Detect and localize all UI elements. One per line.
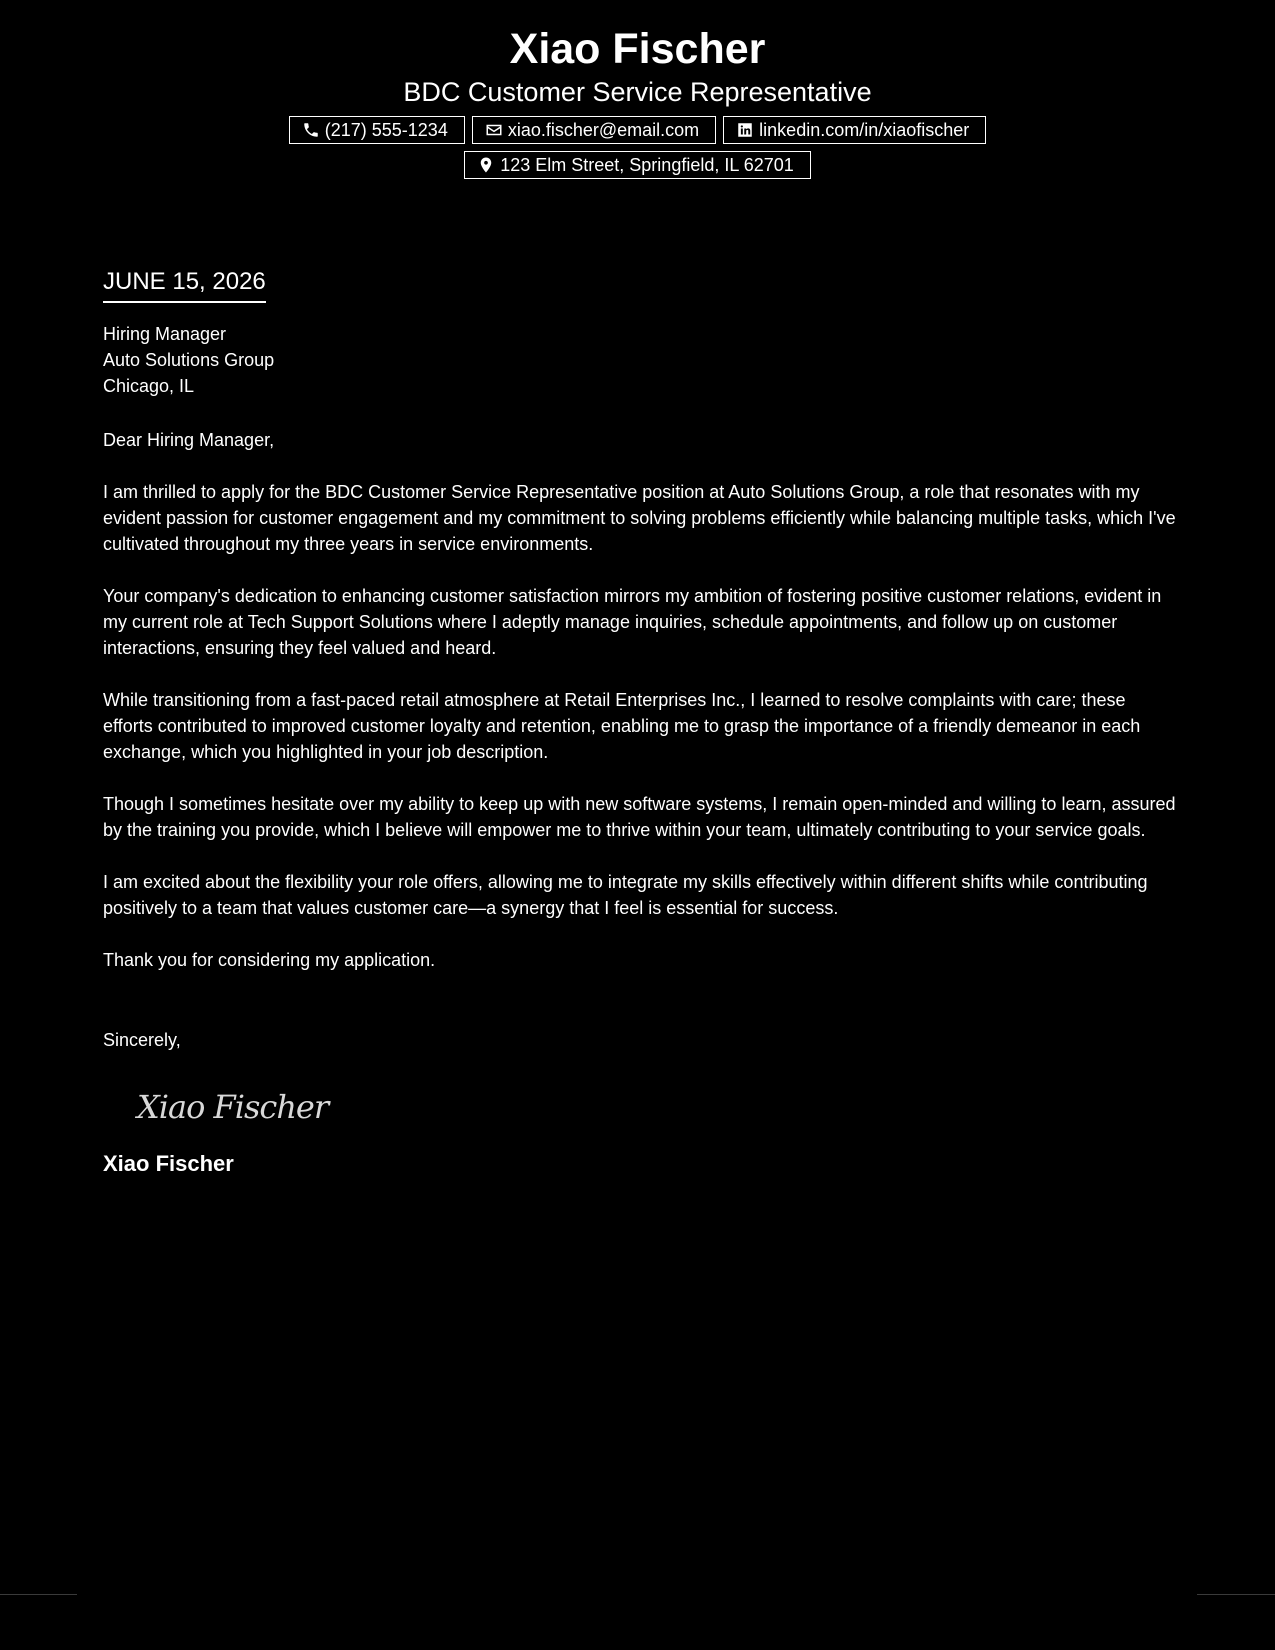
footer-divider-left <box>0 1594 77 1595</box>
letter-header <box>0 22 1275 186</box>
email-text: xiao.fischer@email.com <box>507 119 700 140</box>
letter-body <box>103 266 1178 1177</box>
linkedin-text: linkedin.com/in/xiaofischer <box>759 119 970 140</box>
letter-date: JUNE 15, 2026 <box>103 266 266 303</box>
linkedin-chip[interactable] <box>723 116 986 144</box>
salutation: Dear Hiring Manager, <box>103 430 275 450</box>
paragraph: Thank you for considering my application. <box>103 950 436 970</box>
paragraph: I am excited about the flexibility your role offers, allowing me to integrate my skills effectively within different shifts while contributing positively to a team that values customer care—a synergy that I feel is essential for success. <box>103 872 1148 918</box>
job-title: BDC Customer Service Representative <box>403 77 872 107</box>
paragraph: Your company's dedication to enhancing customer satisfaction mirrors my ambition of fostering positive customer relations, evident in my current role at Tech Support Solutions where I adeptly manage inquiries, schedule appointments, and follow up on customer interactions, ensuring they feel valued and heard. <box>103 586 1162 658</box>
signature: Xiao Fischer <box>137 1088 329 1126</box>
contact-row-secondary <box>0 151 1275 179</box>
recipient-name: Hiring Manager <box>103 324 227 344</box>
phone-icon <box>302 121 320 139</box>
footer-divider-right <box>1197 1594 1275 1595</box>
linkedin-icon <box>736 121 754 139</box>
applicant-name: Xiao Fischer <box>509 25 766 73</box>
contact-row-primary <box>0 116 1275 144</box>
address-text: 123 Elm Street, Springfield, IL 62701 <box>500 154 794 175</box>
envelope-icon <box>485 121 503 139</box>
map-pin-icon <box>477 156 495 174</box>
signer-name: Xiao Fischer <box>103 1151 234 1176</box>
paragraph: While transitioning from a fast-paced retail atmosphere at Retail Enterprises Inc., I learned to resolve complaints with care; these efforts contributed to improved customer loyalty and retention, enabling me to grasp the importance of a friendly demeanor in each exchange, which you highlighted in your job description. <box>103 690 1141 762</box>
phone-text: (217) 555-1234 <box>324 119 448 140</box>
recipient-company: Auto Solutions Group <box>103 350 275 370</box>
address-chip[interactable] <box>464 151 811 179</box>
closing: Sincerely, <box>103 1030 181 1050</box>
recipient-location: Chicago, IL <box>103 376 195 396</box>
paragraph: Though I sometimes hesitate over my ability to keep up with new software systems, I remain open-minded and willing to learn, assured by the training you provide, which I believe will empower me to thrive within your team, ultimately contributing to your service goals. <box>103 794 1176 840</box>
phone-chip[interactable] <box>289 116 465 144</box>
email-chip[interactable] <box>472 116 716 144</box>
recipient-block <box>103 321 1178 399</box>
paragraph: I am thrilled to apply for the BDC Customer Service Representative position at Auto Solutions Group, a role that resonates with my evident passion for customer engagement and my commitment to solving problems efficiently while balancing multiple tasks, which I've cultivated throughout my three years in service environments. <box>103 482 1176 554</box>
